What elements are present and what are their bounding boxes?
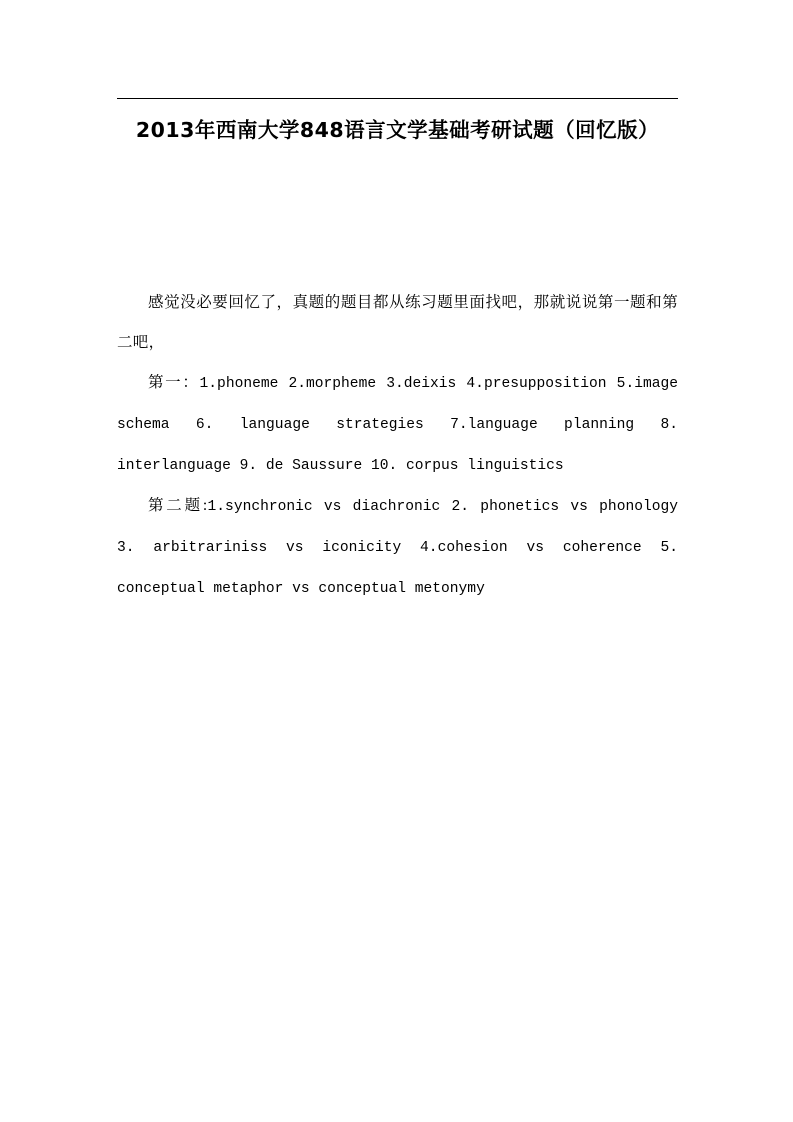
title-divider (117, 98, 678, 99)
paragraph-question-one (117, 363, 678, 486)
document-body (117, 283, 678, 609)
question-one-terms: 1.phoneme 2.morpheme 3.deixis 4.presupposition 5.image schema 6. language strategies 7.language planning 8. interlanguage 9. de Saussure 10. corpus linguistics (117, 376, 678, 474)
paragraph-intro (117, 283, 678, 363)
paragraph-question-two (117, 486, 678, 609)
question-one-label: 第一： (148, 374, 200, 391)
page-title: 2013年西南大学848语言文学基础考研试题（回忆版） (135, 118, 660, 142)
question-two-label: 第二题: (148, 497, 208, 514)
question-two-terms: 1.synchronic vs diachronic 2. phonetics vs phonology 3. arbitrariniss vs iconicity 4.cohesion vs coherence 5. conceptual metaphor vs conceptual metonymy (117, 499, 678, 597)
document-content (117, 98, 678, 609)
paragraph-intro-text: 感觉没必要回忆了，真题的题目都从练习题里面找吧，那就说说第一题和第二吧， (117, 294, 678, 351)
